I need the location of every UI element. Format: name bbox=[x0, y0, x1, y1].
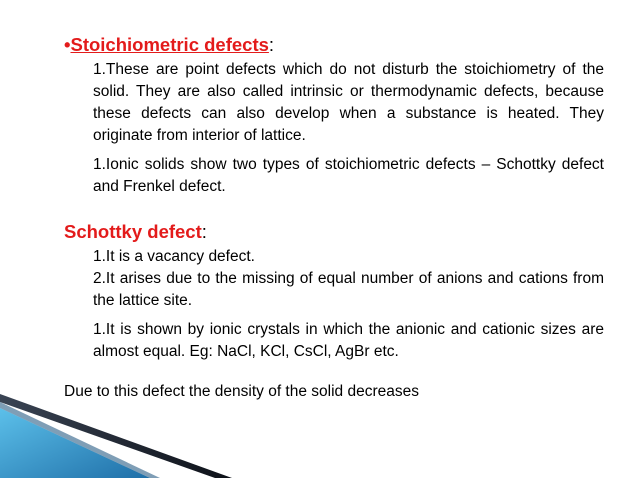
conclusion-text: Due to this defect the density of the solid decreases bbox=[64, 383, 419, 400]
slide-content bbox=[64, 33, 604, 403]
point-text: 1.It is shown by ionic crystals in which the anionic and cationic sizes are almost equal. Eg: NaCl, KCl, CsCl, AgBr etc. bbox=[93, 321, 604, 360]
point-text: 2.It arises due to the missing of equal number of anions and cations from the lattice site. bbox=[93, 270, 604, 309]
stoichiometric-points bbox=[64, 59, 604, 198]
schottky-title: Schottky defect bbox=[64, 221, 202, 242]
title-colon: : bbox=[201, 221, 207, 242]
point-text: 1.Ionic solids show two types of stoichiometric defects – Schottky defect and Frenkel defect. bbox=[93, 156, 604, 195]
section-heading-stoichiometric bbox=[64, 33, 604, 57]
title-colon: : bbox=[268, 34, 275, 55]
point-text: 1.These are point defects which do not disturb the stoichiometry of the solid. They are also called intrinsic or thermodynamic defects, because these defects can also develop when a substance is heated. They originate from interior of lattice. bbox=[93, 61, 604, 144]
point-text: 1.It is a vacancy defect. bbox=[93, 248, 255, 265]
section-heading-schottky bbox=[64, 220, 604, 244]
corner-decoration bbox=[0, 388, 638, 478]
schottky-points bbox=[64, 246, 604, 363]
stoichiometric-title: Stoichiometric defects bbox=[70, 34, 269, 55]
bullet: • bbox=[64, 34, 71, 55]
